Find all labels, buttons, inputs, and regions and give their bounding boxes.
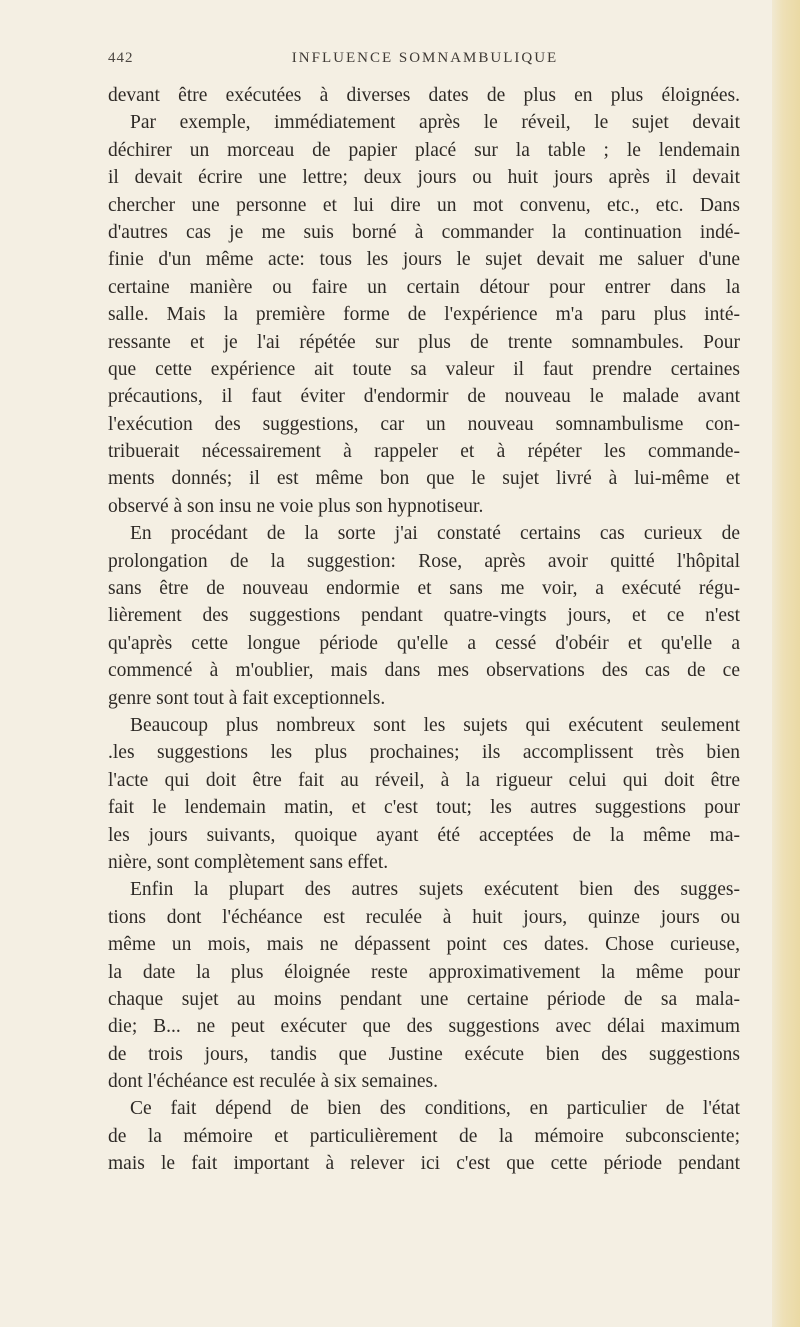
text-line: commencé à m'oublier, mais dans mes observations des cas de ce xyxy=(108,660,740,682)
text-line: que cette expérience ait toute sa valeur il faut prendre certaines xyxy=(108,358,740,380)
text-line: prolongation de la suggestion: Rose, après avoir quitté l'hôpital xyxy=(108,550,740,572)
text-line: tions dont l'échéance est reculée à huit jours, quinze jours ou xyxy=(108,906,740,928)
body-text xyxy=(108,82,740,1178)
text-line: .les suggestions les plus prochaines; ils accomplissent très bien xyxy=(108,742,740,764)
text-line: l'acte qui doit être fait au réveil, à la rigueur celui qui doit être xyxy=(108,769,740,791)
text-line: fait le lendemain matin, et c'est tout; les autres suggestions pour xyxy=(108,797,740,819)
text-line: d'autres cas je me suis borné à commander la continuation indé- xyxy=(108,221,740,243)
text-line: tribuerait nécessairement à rappeler et à répéter les commande- xyxy=(108,441,740,463)
text-line: devant être exécutées à diverses dates de plus en plus éloignées. xyxy=(108,85,740,106)
text-line: Beaucoup plus nombreux sont les sujets qui exécutent seulement xyxy=(130,714,740,736)
text-line: l'exécution des suggestions, car un nouveau somnambulisme con- xyxy=(108,413,740,435)
text-line: chercher une personne et lui dire un mot convenu, etc., etc. Dans xyxy=(108,194,740,216)
text-line: Ce fait dépend de bien des conditions, en particulier de l'état xyxy=(130,1098,740,1120)
text-line: certaine manière ou faire un certain détour pour entrer dans la xyxy=(108,276,740,298)
text-line: Par exemple, immédiatement après le réveil, le sujet devait xyxy=(130,112,740,134)
text-line: genre sont tout à fait exceptionnels. xyxy=(108,687,386,709)
text-line: qu'après cette longue période qu'elle a cessé d'obéir et qu'elle a xyxy=(108,632,740,654)
text-line: les jours suivants, quoique ayant été acceptées de la même ma- xyxy=(108,824,740,846)
text-line: même un mois, mais ne dépassent point ces dates. Chose curieuse, xyxy=(108,934,740,956)
text-line: salle. Mais la première forme de l'expérience m'a paru plus inté- xyxy=(108,304,740,326)
text-line: Enfin la plupart des autres sujets exécutent bien des sugges- xyxy=(130,879,740,901)
text-line: mais le fait important à relever ici c'est que cette période pendant xyxy=(108,1153,740,1175)
text-line: il devait écrire une lettre; deux jours ou huit jours après il devait xyxy=(108,167,740,189)
text-line: die; B... ne peut exécuter que des suggestions avec délai maximum xyxy=(108,1016,740,1038)
text-line: de trois jours, tandis que Justine exécute bien des suggestions xyxy=(108,1043,740,1065)
text-line: la date la plus éloignée reste approximativement la même pour xyxy=(108,961,740,983)
text-line: ments donnés; il est même bon que le sujet livré à lui-même et xyxy=(108,468,740,490)
text-line: lièrement des suggestions pendant quatre-vingts jours, et ce n'est xyxy=(108,605,740,627)
text-line: observé à son insu ne voie plus son hypnotiseur. xyxy=(108,495,484,517)
text-line: En procédant de la sorte j'ai constaté certains cas curieux de xyxy=(130,523,740,545)
text-line: de la mémoire et particulièrement de la mémoire subconsciente; xyxy=(108,1125,740,1147)
text-line: nière, sont complètement sans effet. xyxy=(108,851,389,873)
text-line: chaque sujet au moins pendant une certaine période de sa mala- xyxy=(108,988,740,1010)
text-line: sans être de nouveau endormie et sans me voir, a exécuté régu- xyxy=(108,578,740,600)
text-line: précautions, il faut éviter d'endormir de nouveau le malade avant xyxy=(108,386,740,408)
text-line: ressante et je l'ai répétée sur plus de trente somnambules. Pour xyxy=(108,331,740,353)
text-line: finie d'un même acte: tous les jours le sujet devait me saluer d'une xyxy=(108,249,740,271)
text-line: déchirer un morceau de papier placé sur la table ; le lendemain xyxy=(108,139,740,161)
running-title: INFLUENCE SOMNAMBULIQUE xyxy=(291,50,559,66)
page-header xyxy=(108,50,742,70)
page-number: 442 xyxy=(108,50,134,66)
text-line: dont l'échéance est reculée à six semaines. xyxy=(108,1071,438,1093)
page-edge-shadow xyxy=(772,0,800,1327)
